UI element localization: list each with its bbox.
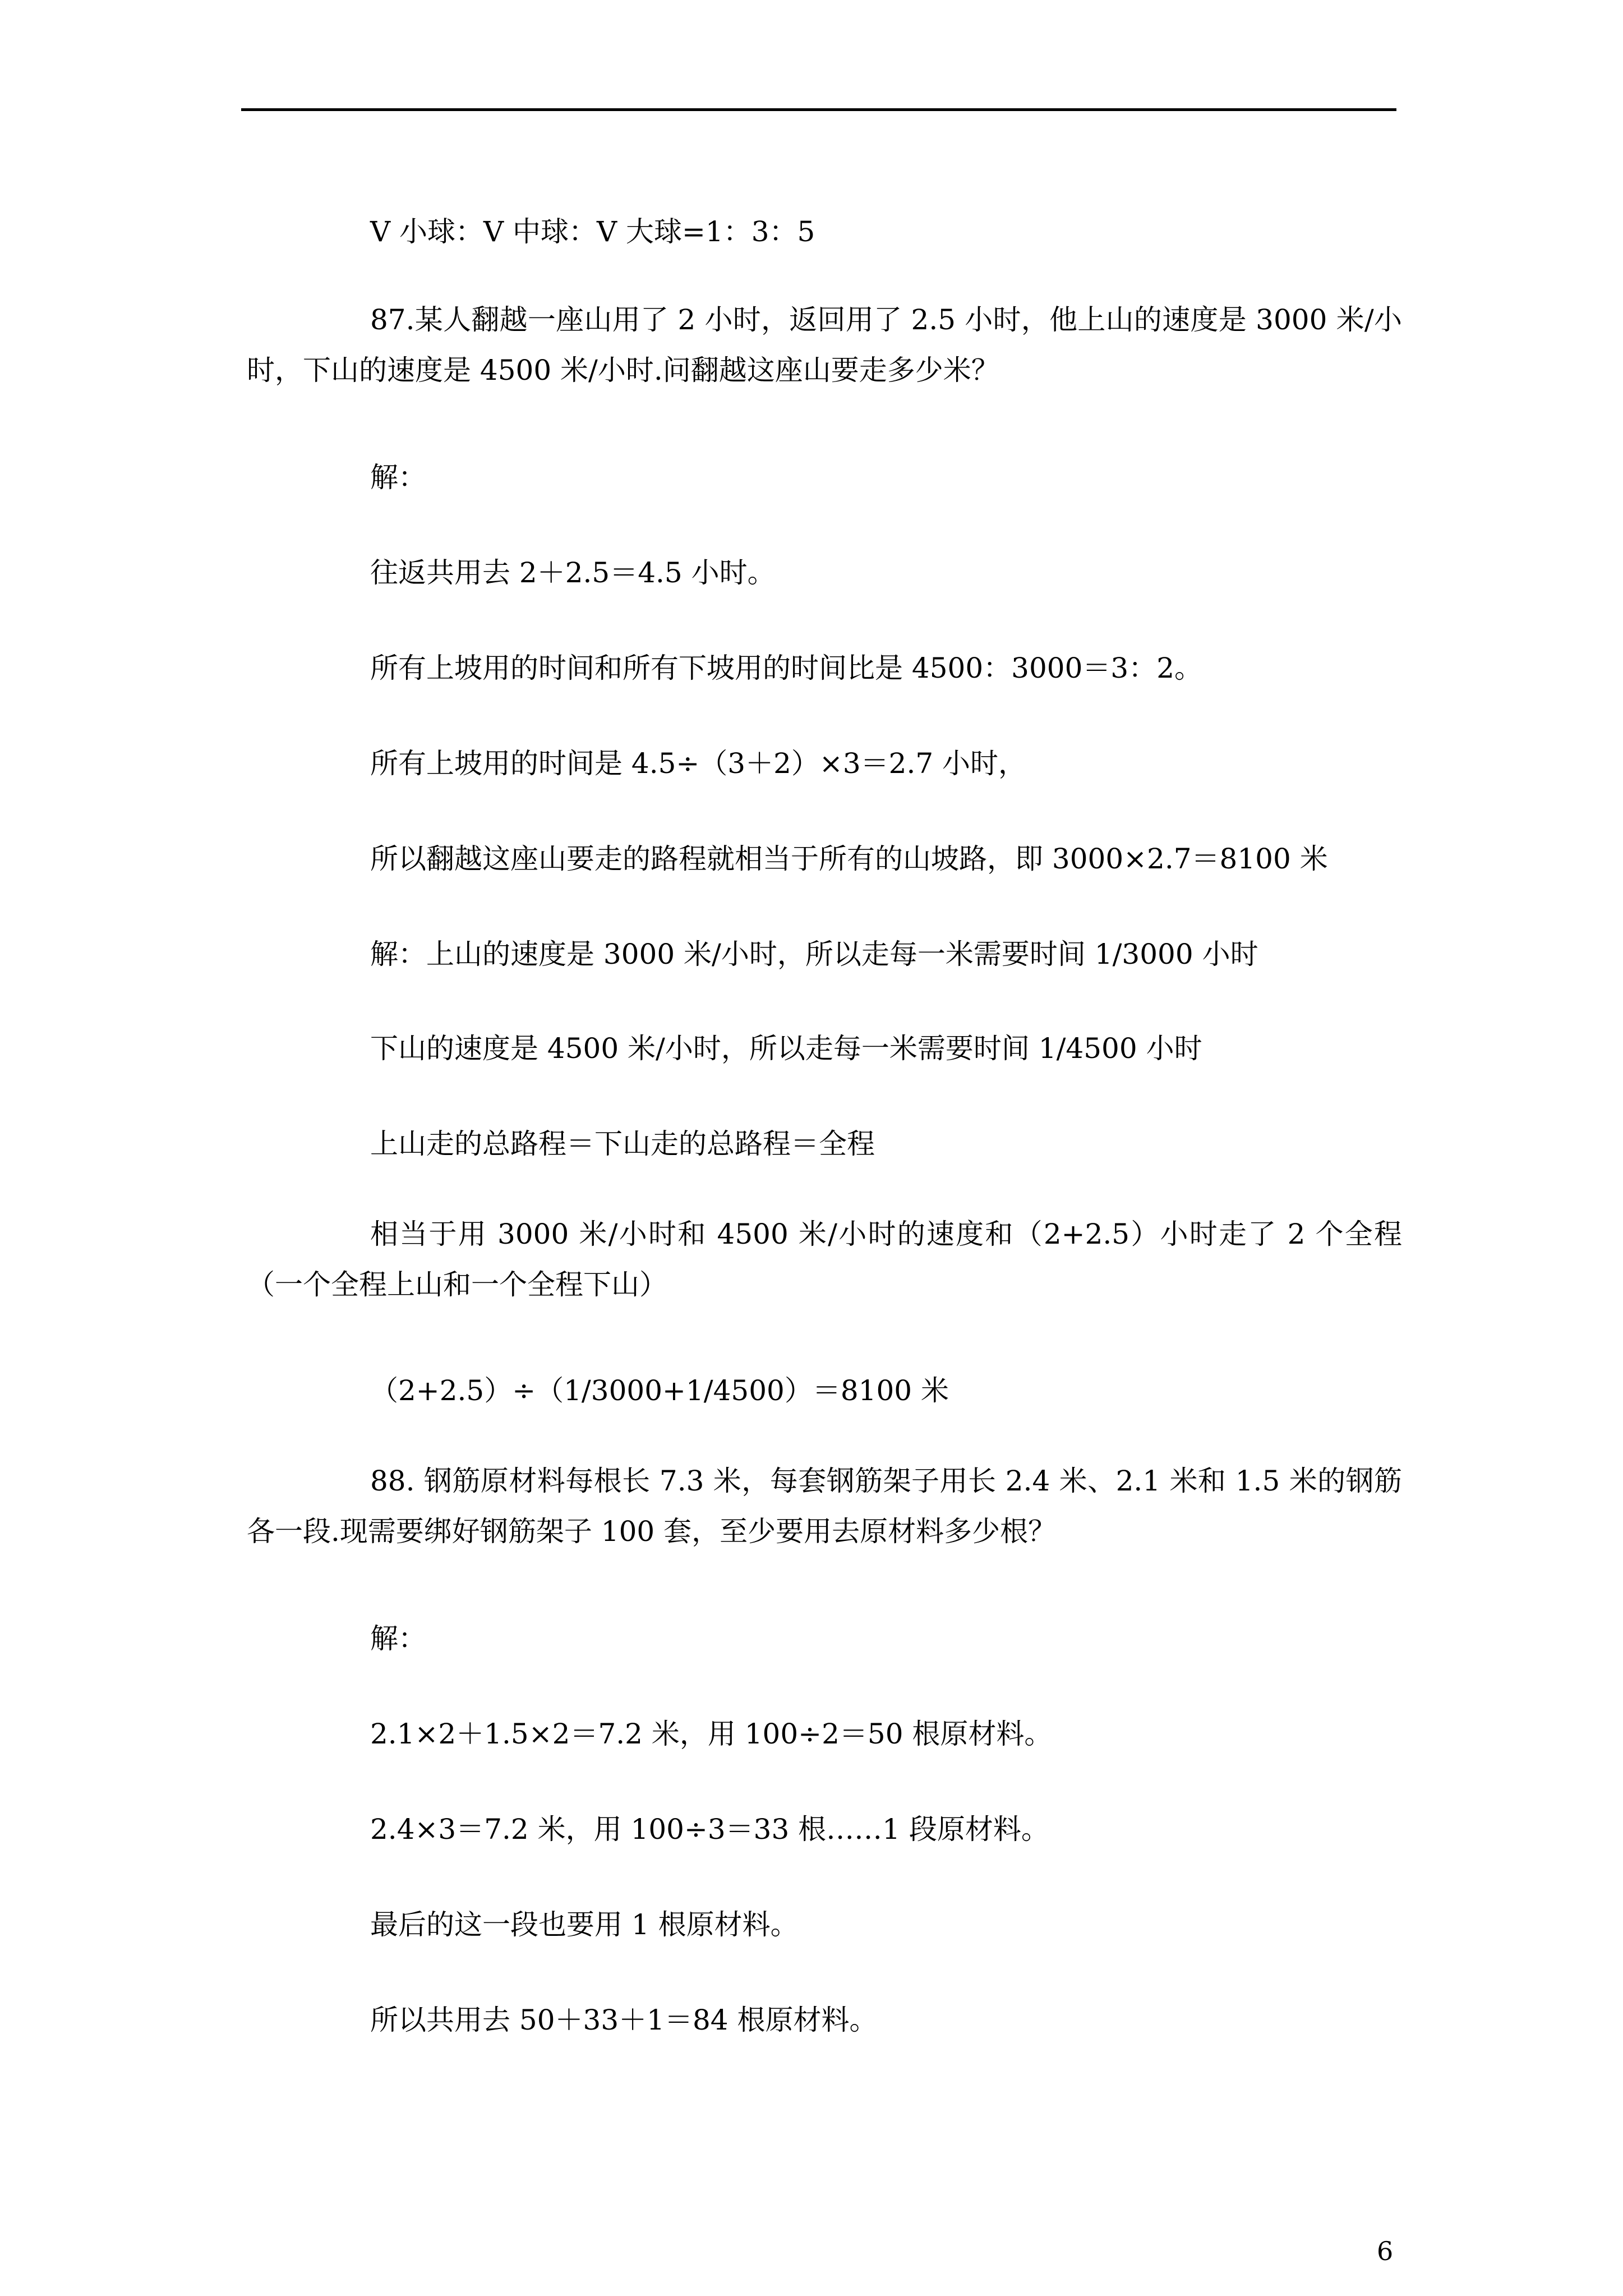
solution-label: 解： [370, 461, 426, 494]
problem-87: 87.某人翻越一座山用了 2 小时，返回用了 2.5 小时，他上山的速度是 3000 米/小时，下山的速度是 4500 米/小时.问翻越这座山要走多少米？ [247, 303, 1402, 386]
solution-line: 所以翻越这座山要走的路程就相当于所有的山坡路，即 3000×2.7＝8100 米 [370, 843, 1328, 875]
solution-line: （2+2.5）÷（1/3000+1/4500）＝8100 米 [370, 1374, 949, 1407]
solution-line: 2.4×3＝7.2 米，用 100÷3＝33 根……1 段原材料。 [370, 1813, 1049, 1846]
solution-line: 所以共用去 50＋33＋1＝84 根原材料。 [370, 2004, 878, 2036]
page-number: 6 [1377, 2236, 1394, 2266]
solution-line: 最后的这一段也要用 1 根原材料。 [370, 1908, 799, 1941]
header-rule [241, 108, 1396, 111]
solution-label: 解： [370, 1622, 426, 1655]
solution-line: 下山的速度是 4500 米/小时，所以走每一米需要时间 1/4500 小时 [370, 1032, 1202, 1065]
solution-line: 往返共用去 2＋2.5＝4.5 小时。 [370, 556, 776, 589]
solution-line: 所有上坡用的时间是 4.5÷（3＋2）×3＝2.7 小时， [370, 747, 1027, 780]
solution-line: 2.1×2＋1.5×2＝7.2 米，用 100÷2＝50 根原材料。 [370, 1718, 1053, 1750]
problem-88: 88. 钢筋原材料每根长 7.3 米，每套钢筋架子用长 2.4 米、2.1 米和 1.5 米的钢筋各一段.现需要绑好钢筋架子 100 套，至少要用去原材料多少根？ [247, 1465, 1402, 1548]
solution-line: 所有上坡用的时间和所有下坡用的时间比是 4500：3000＝3：2。 [370, 652, 1203, 684]
solution-line: 解：上山的速度是 3000 米/小时，所以走每一米需要时间 1/3000 小时 [370, 938, 1258, 970]
solution-line: 上山走的总路程＝下山走的总路程＝全程 [370, 1128, 875, 1160]
ratio-line: V 小球：V 中球：V 大球=1：3：5 [370, 215, 815, 248]
solution-paragraph: 相当于用 3000 米/小时和 4500 米/小时的速度和（2+2.5）小时走了 2 个全程（一个全程上山和一个全程下山） [247, 1218, 1402, 1301]
